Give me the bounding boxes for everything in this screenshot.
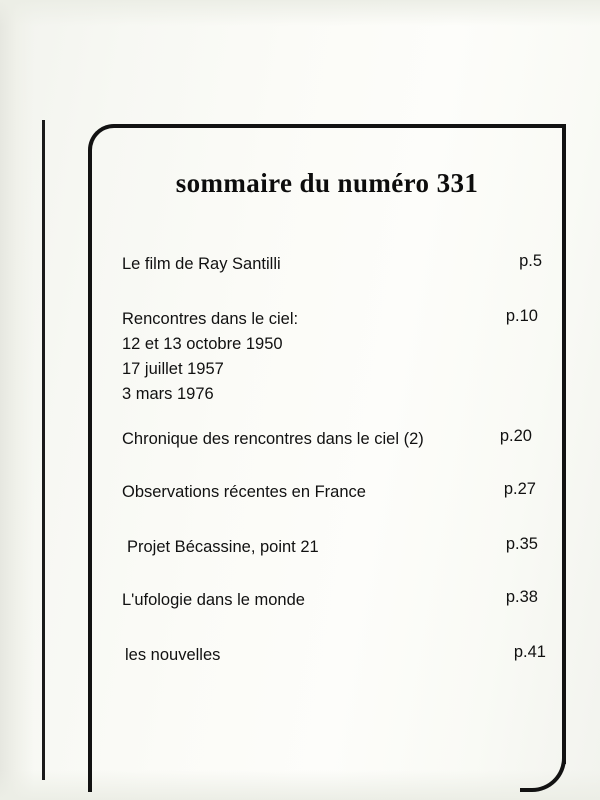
toc-entry-page: p.27 [503, 480, 536, 498]
table-of-contents [122, 252, 544, 668]
toc-entry-page: p.41 [513, 643, 546, 661]
page-edge-shading-top [0, 0, 600, 26]
toc-entry-title: les nouvelles [125, 646, 221, 664]
facing-page-rule [42, 120, 45, 780]
toc-entry-page: p.38 [505, 588, 538, 606]
list-item[interactable] [122, 643, 544, 668]
list-item[interactable] [122, 427, 544, 452]
toc-entry-title: Observations récentes en France [122, 483, 366, 501]
list-item[interactable] [122, 252, 544, 277]
toc-entry-title: Projet Bécassine, point 21 [127, 538, 319, 556]
list-item[interactable] [122, 535, 544, 560]
page-title: sommaire du numéro 331 [175, 168, 479, 198]
sommaire-frame-right-edge [562, 124, 566, 764]
page-edge-shading-left [0, 0, 34, 800]
toc-entry-title: Rencontres dans le ciel: 12 et 13 octobre 1950 17 juillet 1957 3 mars 1976 [122, 310, 299, 403]
list-item[interactable] [122, 480, 544, 505]
toc-entry-title: Le film de Ray Santilli [122, 255, 281, 273]
list-item[interactable] [122, 307, 544, 407]
toc-entry-page: p.35 [505, 535, 538, 553]
toc-entry-page: p.20 [499, 427, 532, 445]
toc-entry-page: p.10 [505, 307, 538, 325]
list-item[interactable] [122, 588, 544, 613]
toc-entry-page: p.5 [519, 252, 542, 270]
toc-entry-title: L'ufologie dans le monde [122, 591, 305, 609]
toc-entry-title: Chronique des rencontres dans le ciel (2) [122, 430, 424, 448]
